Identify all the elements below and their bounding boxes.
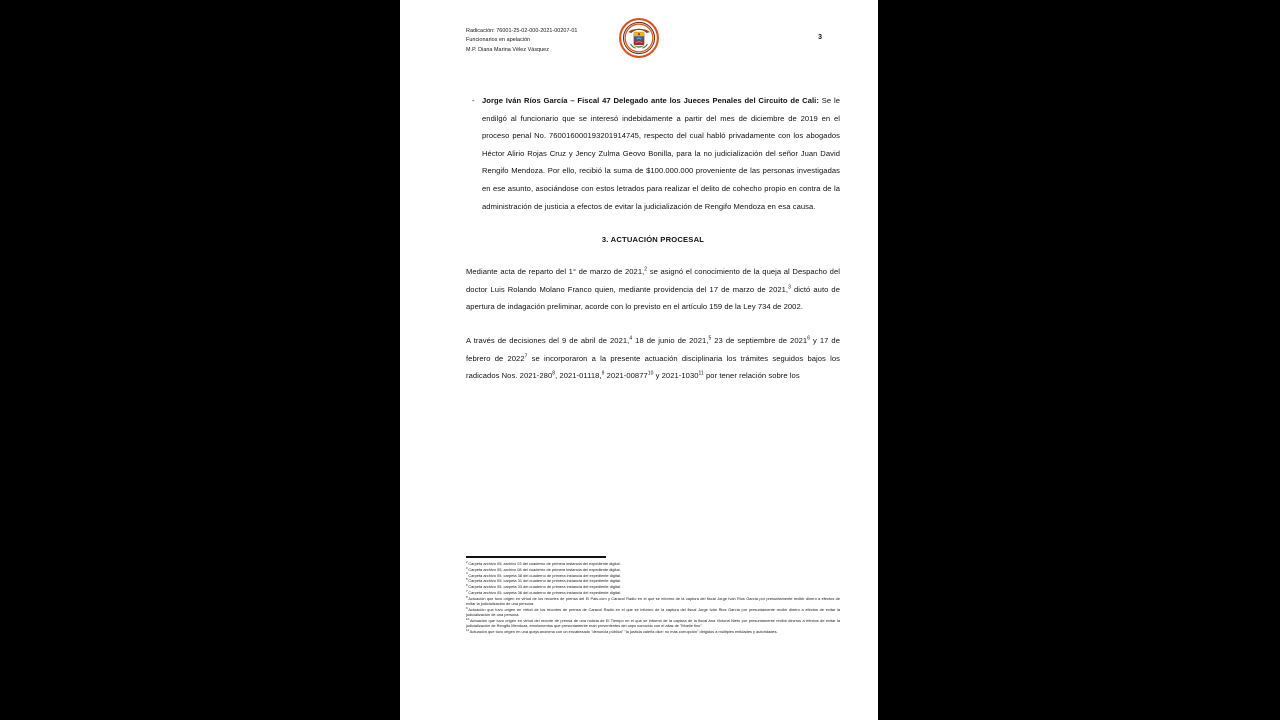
footnote-number: 10	[466, 616, 470, 621]
p2-part6: , 2021-01118,	[555, 371, 602, 381]
footnote-item	[466, 596, 840, 606]
footnote-number: 8	[466, 594, 468, 599]
footnote-text: Carpeta archivo 05, carpeta 36 del cuaderno de primera instancia del expediente digital.	[468, 590, 622, 596]
document-body	[466, 92, 840, 385]
p2-part2: 18 de junio de 2021,	[632, 335, 709, 345]
footnote-number: 7	[466, 588, 468, 593]
footnote-ref-6: 6	[807, 335, 811, 342]
p2-part1: A través de decisiones del 9 de abril de 2021,	[466, 335, 630, 345]
page-number: 3	[818, 34, 822, 41]
footnote-number: 9	[466, 605, 468, 610]
bullet-body-text: Se le endilgó al funcionario que se interesó indebidamente a partir del mes de diciembre de 2019 en el proceso penal No. 760016000193201914745, respecto del cual habló privadamente con los abogados Héctor Alirio Rojas Cruz y Jency Zulma Geovo Bonilla, para la no judicialización del señor Juan David Rengifo Mendoza. Por ello, recibió la suma de $100.000.000 proveniente de las personas investigadas en ese asunto, asociándose con estos letrados para realizar el delito de cohecho propio en contra de la administración de justicia a efectos de evitar la judicialización de Rengifo Mendoza en esa causa.	[482, 96, 841, 211]
footnote-ref-11: 11	[698, 370, 704, 377]
p1-part3: dictó auto de apertura de indagación preliminar, acorde con lo previsto en el artículo 159 de la Ley 734 de 2002.	[466, 284, 840, 312]
bullet-paragraph	[482, 92, 840, 215]
p1-part2: se asignó el conocimiento de la queja al Despacho del doctor Luis Rolando Molano Franco quien, mediante providencia del 17 de marzo de 2021,	[466, 267, 840, 294]
footnote-item	[466, 618, 840, 628]
footnote-text: Carpeta archivo 05, carpeta 33 del cuaderno de primera instancia del expediente digital.	[468, 584, 622, 590]
colombia-coat-of-arms-icon	[618, 17, 660, 59]
header-subject: Funcionarios en apelación	[466, 37, 531, 44]
footnote-number: 4	[466, 571, 468, 576]
footnote-item	[466, 561, 840, 566]
footnote-number: 2	[466, 559, 468, 564]
footnote-list	[466, 561, 840, 634]
bullet-bold-lead: Jorge Iván Ríos García – Fiscal 47 Delegado ante los Jueces Penales del Circuito de Cali:	[482, 96, 819, 105]
p2-part7: 2021-00877	[604, 371, 648, 381]
footnote-ref-2: 2	[644, 266, 648, 273]
paragraph-decisiones	[466, 332, 840, 385]
footnote-ref-7: 7	[524, 353, 528, 359]
footnote-separator	[466, 556, 606, 558]
footnote-item	[466, 584, 840, 589]
document-page	[400, 0, 878, 720]
header-magistrate: M.P. Diana Marina Vélez Vásquez	[466, 46, 549, 53]
footnote-item	[466, 629, 840, 634]
footnote-text: Actuación que tuvo origen en una queja anónima con un encabezado "denuncia pública" "la justicia caleña dice: no más corrupción" dirigidos a múltiples entidades y autoridades.	[469, 628, 778, 634]
footnote-text: Actuación que tuvo origen en virtud de los recortes de prensa de Caracol Radio en el que se informó de la captura del fiscal Jorge Iván Rios García por presuntamente recibir dinero a efectos de evitar la judicialización de una persona.	[466, 606, 840, 618]
header-radicacion: Radicación: 76001-25-02-000-2021-00207-01	[466, 28, 578, 34]
footnote-number: 6	[466, 582, 468, 587]
p2-part5: se incorporaron a la presente actuación disciplinaria los trámites seguidos bajos los radicados Nos. 2021-280	[466, 353, 840, 381]
p2-part3: 23 de septiembre de 2021	[711, 335, 808, 345]
footnote-ref-8: 8	[552, 370, 556, 377]
footnote-ref-4: 4	[629, 335, 633, 342]
footnote-ref-5: 5	[708, 335, 712, 342]
footnote-text: Actuación que tuvo origen en virtud de los recortes de prensa del El Pais.com y Caracol Radio en el que se informó de la captura del fiscal Jorge Iván Rios García por presuntamente recibir dinero a efectos de evitar la judicialización de una persona.	[466, 595, 840, 607]
p2-part4: y 17 de febrero de 2022	[466, 335, 840, 363]
footnote-area	[466, 556, 840, 635]
footnote-item	[466, 578, 840, 583]
p1-part1: Mediante acta de reparto del 1° de marzo de 2021,	[466, 267, 645, 277]
footnote-item	[466, 590, 840, 595]
footnote-number: 3	[466, 565, 468, 570]
footnote-item	[466, 607, 840, 617]
section-heading: 3. ACTUACIÓN PROCESAL	[601, 235, 705, 245]
footnote-ref-3: 3	[788, 284, 791, 291]
bullet-item	[466, 92, 840, 215]
page-header	[400, 27, 878, 87]
footnote-ref-10: 10	[647, 370, 654, 377]
paragraph-actuacion-reparto	[466, 263, 840, 316]
footnote-text: Carpeta archivo 05, carpeta 31 del cuaderno de primera instancia del expediente digital.	[468, 578, 622, 584]
footnote-ref-9: 9	[601, 370, 605, 377]
footnote-text: Carpeta archivo 05, archivo 08 del cuaderno de primera instancia del expediente digital.	[468, 566, 621, 572]
footnote-text: Carpeta archivo 05, archivo 03 del cuaderno de primera instancia del expediente digital.	[468, 561, 621, 567]
p2-part8: y 2021-1030	[653, 371, 699, 381]
footnote-item	[466, 567, 840, 572]
footnote-text: Carpeta archivo 05, carpeta 38 del cuaderno de primera instancia del expediente digital.	[468, 572, 622, 578]
footnote-number: 5	[466, 577, 468, 582]
bullet-marker: -	[472, 96, 475, 105]
footnote-number: 11	[466, 627, 470, 632]
p2-part9: por tener relación sobre los	[703, 371, 800, 381]
header-metadata	[466, 27, 577, 55]
footnote-text: Actuación que tuvo origen en virtud del recorte de prensa de una noticia de El Tiempo en el que se informó de la captura de la fiscal Ana Victoria Nieto por presuntamente recibir dineros a efectos de evitar la judicialización de Rengifo Mendoza, emolumentos que presuntamente eran provenientes del capo conocido con el alias de "Muelle fino".	[466, 617, 840, 629]
